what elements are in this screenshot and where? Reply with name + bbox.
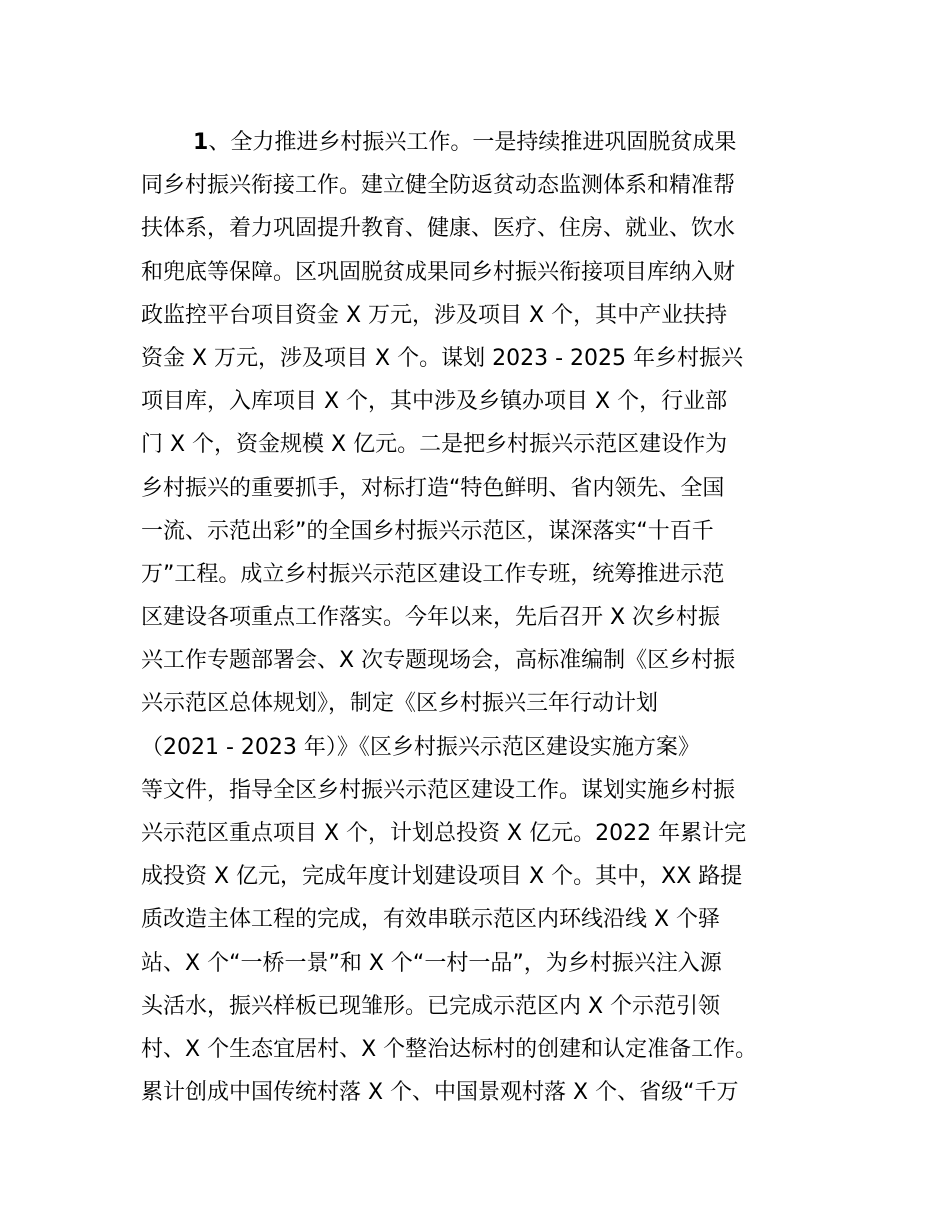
paragraph-first-line bbox=[141, 121, 831, 164]
paragraph-line: 扶体系，着力巩固提升教育、健康、医疗、住房、就业、饮水 bbox=[141, 216, 736, 242]
paragraph-line: 和兜底等保障。区巩固脱贫成果同乡村振兴衔接项目库纳入财 bbox=[141, 259, 736, 285]
paragraph-line: 兴示范区总体规划》，制定《区乡村振兴三年行动计划 bbox=[141, 691, 659, 717]
paragraph-line: 头活水，振兴样板已现雏形。已完成示范区内 X 个示范引领 bbox=[141, 993, 721, 1019]
paragraph-line: 成投资 X 亿元，完成年度计划建设项目 X 个。其中，XX 路提 bbox=[141, 864, 743, 890]
paragraph-line: 村、X 个生态宜居村、X 个整治达标村的创建和认定准备工作。 bbox=[141, 1036, 758, 1062]
paragraph-line: 质改造主体工程的完成，有效串联示范区内环线沿线 X 个驿 bbox=[141, 907, 721, 933]
paragraph-line: 同乡村振兴衔接工作。建立健全防返贫动态监测体系和精准帮 bbox=[141, 173, 736, 199]
paragraph-line: 等文件，指导全区乡村振兴示范区建设工作。谋划实施乡村振 bbox=[141, 777, 736, 803]
paragraph-line: 累计创成中国传统村落 X 个、中国景观村落 X 个、省级“千万 bbox=[141, 1080, 739, 1106]
section-number: 1 bbox=[193, 130, 209, 155]
first-line-text: 、全力推进乡村振兴工作。一是持续推进巩固脱贫成果 bbox=[208, 130, 737, 155]
paragraph-line: 一流、示范出彩”的全国乡村振兴示范区，谋深落实“十百千 bbox=[141, 518, 714, 544]
paragraph-line: 门 X 个，资金规模 X 亿元。二是把乡村振兴示范区建设作为 bbox=[141, 432, 728, 458]
paragraph-line: （2021 - 2023 年）》《区乡村振兴示范区建设实施方案》 bbox=[141, 734, 700, 760]
paragraph-line: 兴工作专题部署会、X 次专题现场会，高标准编制《区乡村振 bbox=[141, 648, 736, 674]
paragraph-line: 万”工程。成立乡村振兴示范区建设工作专班，统筹推进示范 bbox=[141, 561, 725, 587]
paragraph-line: 兴示范区重点项目 X 个，计划总投资 X 亿元。2022 年累计完 bbox=[141, 821, 747, 846]
body-paragraph bbox=[141, 121, 831, 1114]
paragraph-line: 站、X 个“一桥一景”和 X 个“一村一品”，为乡村振兴注入源 bbox=[141, 950, 722, 976]
paragraph-line: 资金 X 万元，涉及项目 X 个。谋划 2023 - 2025 年乡村振兴 bbox=[141, 345, 744, 371]
paragraph-line: 项目库，入库项目 X 个，其中涉及乡镇办项目 X 个，行业部 bbox=[141, 389, 728, 415]
paragraph-line: 乡村振兴的重要抓手，对标打造“特色鲜明、省内领先、全国 bbox=[141, 475, 725, 501]
paragraph-line: 区建设各项重点工作落实。今年以来，先后召开 X 次乡村振 bbox=[141, 605, 721, 631]
paragraph-line: 政监控平台项目资金 X 万元，涉及项目 X 个，其中产业扶持 bbox=[141, 302, 728, 328]
